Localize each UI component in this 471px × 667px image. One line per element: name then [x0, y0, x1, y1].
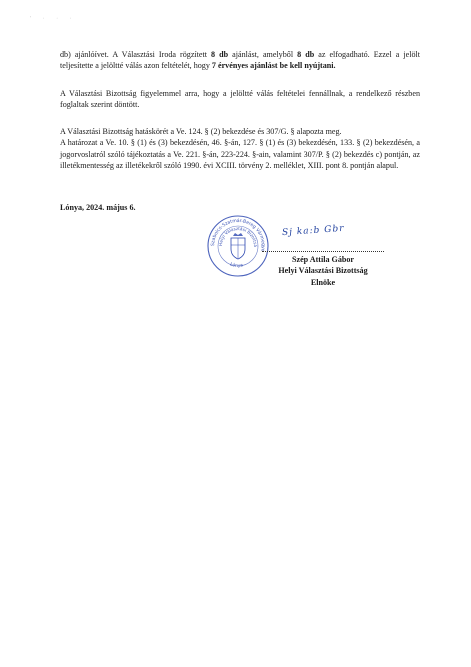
- coat-of-arms-icon: [231, 233, 245, 259]
- signer-block: [262, 254, 384, 288]
- text-segment: ajánlást, amelyből: [228, 50, 298, 59]
- document-date: Lónya, 2024. május 6.: [60, 203, 136, 212]
- bold-segment: 8 db: [297, 50, 315, 59]
- scan-mark: ' · · ·: [30, 16, 77, 22]
- handwritten-signature: Sj ka:b Gbr: [281, 223, 345, 239]
- legal-basis-competence: A Választási Bizottság hatáskörét a Ve. 124. § (2) bekezdése és 307/G. § alapozta meg.: [60, 127, 342, 136]
- signer-role: Elnöke: [310, 277, 336, 287]
- stamp-outer-text: Szabolcs-Szatmár-Bereg Vármegye: [210, 218, 266, 252]
- legal-basis-provisions: A határozat a Ve. 10. § (1) és (3) bekezdésén, 46. §-án, 127. § (1) és (3) bekezdésén, 133. § (2) bekezdésén, a jogorvoslatról szóló tájékoztatás a Ve. 221. §-án, 223-224. §-ain, valamint 307/P. § (2) bekezdés c) pontján, az illetékmentesség az illetékekről szóló 1990. évi XCIII. törvény 2. melléklet, XIII. pont 8. pontján alapul.: [60, 138, 420, 171]
- stamp-bottom-text: Lónya: [229, 262, 244, 269]
- bold-segment: 8 db: [211, 50, 229, 59]
- signature-line: [262, 251, 384, 252]
- official-stamp: [206, 214, 270, 278]
- paragraph-decision: A Választási Bizottság figyelemmel arra, hogy a jelöltté válás feltételei fennállnak, a rendelkező részben foglaltak szerint döntött.: [60, 89, 420, 110]
- signer-name: Szép Attila Gábor: [291, 255, 355, 264]
- paragraph-legal-basis: [60, 126, 420, 172]
- text-segment: db) ajánlóívet. A Választási Iroda rögzített: [60, 50, 212, 59]
- bold-segment: 7 érvényes ajánlást be kell nyújtani.: [211, 61, 336, 71]
- signer-title: Helyi Választási Bizottság: [278, 266, 368, 276]
- stamp-inner-text: Helyi Választási Bizottsá: [217, 225, 259, 248]
- paragraph-recommendations: [60, 49, 420, 72]
- text-segment: az elfogadható. Ezzel a jelölt teljesítette a jelöltté válás azon feltételét, hogy: [60, 50, 420, 71]
- svg-text:Lónya: [229, 261, 244, 269]
